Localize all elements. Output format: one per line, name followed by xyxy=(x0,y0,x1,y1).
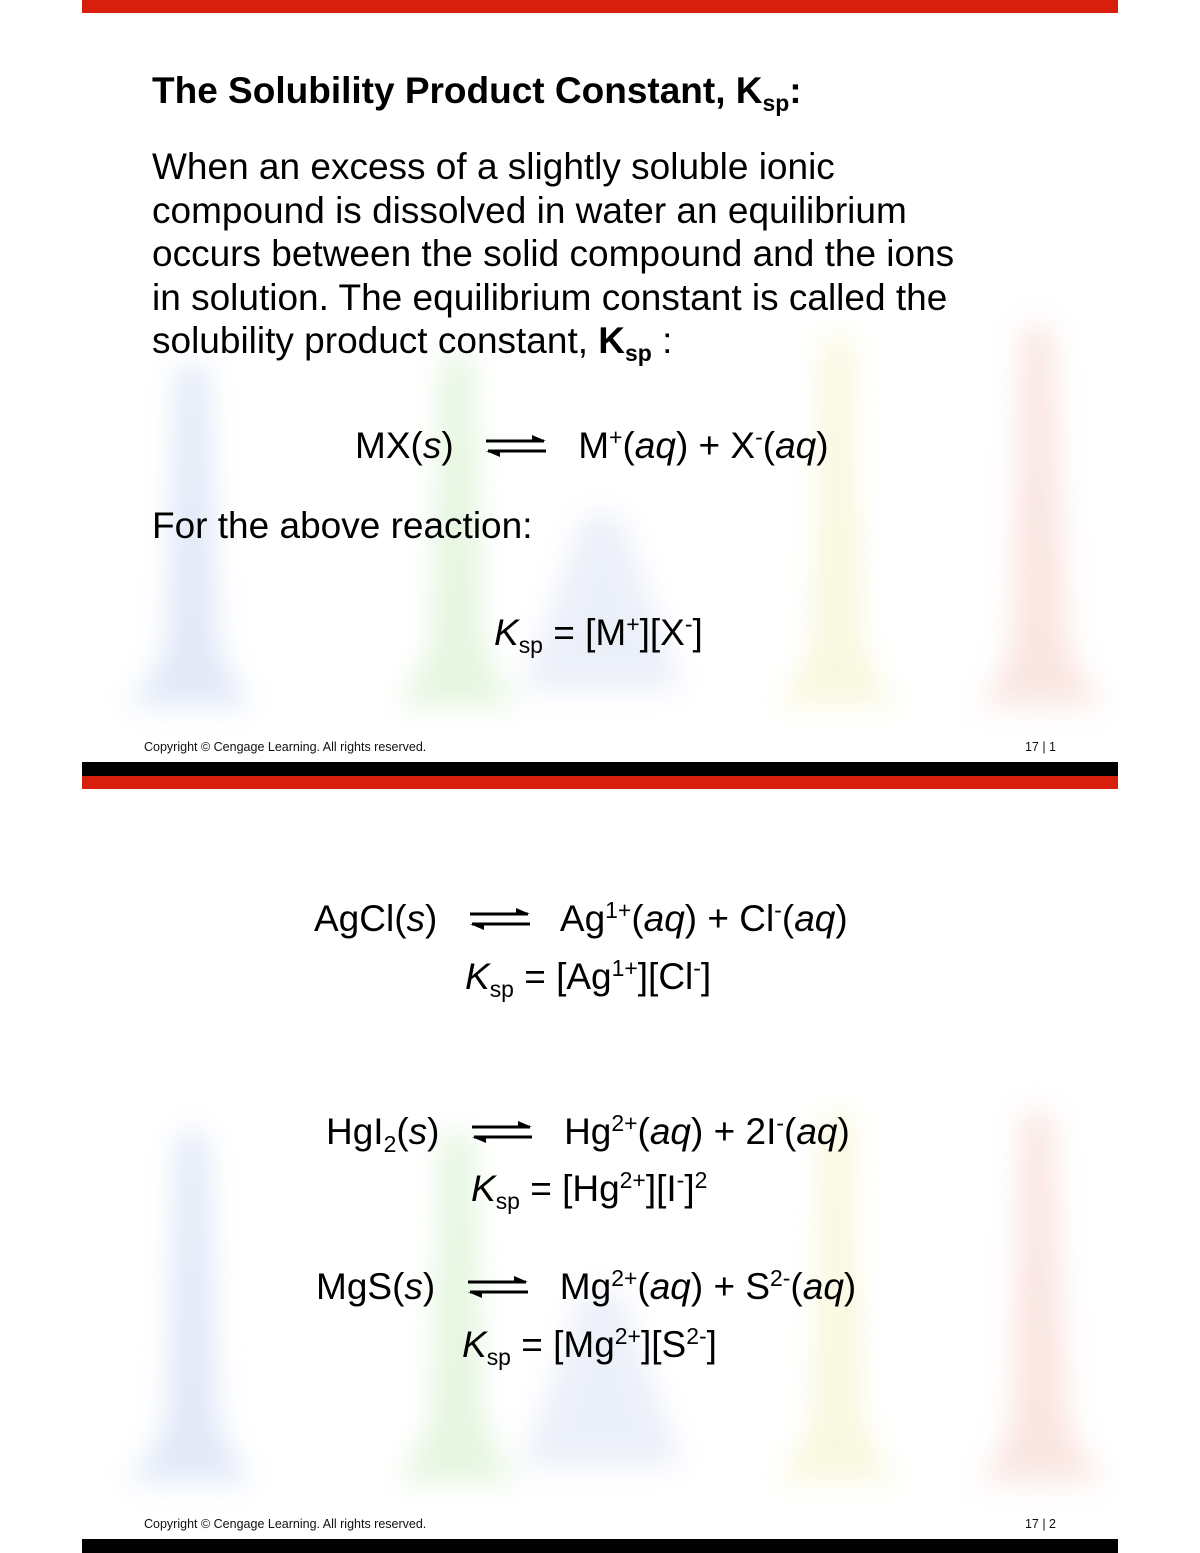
equilibrium-arrow-icon xyxy=(466,1274,530,1300)
agcl-reaction-equation: AgCl(s) $Ag^{1+}(aq) + Cl^-(aq)$ xyxy=(314,897,848,939)
equilibrium-arrow-icon xyxy=(468,906,532,932)
general-reaction-equation: MX(s) M+(aq) + X-(aq) xyxy=(355,424,829,466)
paragraph-line: When an excess of a slightly soluble ionic xyxy=(152,146,835,187)
flask-icon xyxy=(522,1289,682,1467)
flask-icon xyxy=(977,325,1107,705)
flask-icon xyxy=(772,335,902,705)
for-reaction-label: For the above reaction: xyxy=(152,505,533,546)
top-accent-bar xyxy=(82,776,1118,789)
paragraph-line: solubility product constant, $K_{sp}$ : xyxy=(152,320,673,367)
copyright-notice: Copyright © Cengage Learning. All rights reserved. xyxy=(144,1517,427,1531)
page-number: 17 | 2 xyxy=(1024,1517,1056,1531)
bottom-bar-black xyxy=(82,1539,1118,1553)
equilibrium-arrow-icon xyxy=(470,1119,534,1145)
hgi2-ksp-expression: $K_{sp} = [Hg^{2+}][I^-]^2$ xyxy=(471,1167,708,1215)
equilibrium-arrow-icon xyxy=(484,433,548,459)
mgs-ksp-expression: $K_{sp} = [Mg^{2+}][S^{2-}]$ xyxy=(462,1323,717,1371)
agcl-ksp-expression: $K_{sp} = [Ag^{1+}][Cl^-]$ xyxy=(465,955,712,1003)
slide-title: The Solubility Product Constant, $K_{sp}$: xyxy=(152,70,802,117)
paragraph-line: occurs between the solid compound and the ions xyxy=(152,233,955,274)
flask-icon xyxy=(522,513,682,691)
intro-paragraph xyxy=(152,145,955,367)
paragraph-line: in solution. The equilibrium constant is called the xyxy=(152,276,948,318)
page-number: 17 | 1 xyxy=(1024,740,1056,754)
slide-2 xyxy=(82,776,1118,1553)
flask-watermark-background xyxy=(82,0,1118,776)
slide-1 xyxy=(82,0,1118,776)
top-accent-bar xyxy=(82,0,1118,13)
hgi2-reaction-equation: HgI$_2$(s) $Hg^{2+}(aq) + 2I^-(aq)$ xyxy=(326,1110,850,1158)
paragraph-line: compound is dissolved in water an equilibrium xyxy=(152,189,907,231)
flask-watermark-background xyxy=(82,776,1118,1553)
ksp-expression: $K_{sp} = [M^+][X^-]$ xyxy=(494,611,703,659)
bottom-bar-black xyxy=(82,762,1118,776)
mgs-reaction-equation: MgS(s) $Mg^{2+}(aq) + S^{2-}(aq)$ xyxy=(316,1265,857,1307)
flask-icon xyxy=(977,1111,1107,1481)
copyright-notice: Copyright © Cengage Learning. All rights reserved. xyxy=(144,740,427,754)
flask-icon xyxy=(122,1131,257,1481)
